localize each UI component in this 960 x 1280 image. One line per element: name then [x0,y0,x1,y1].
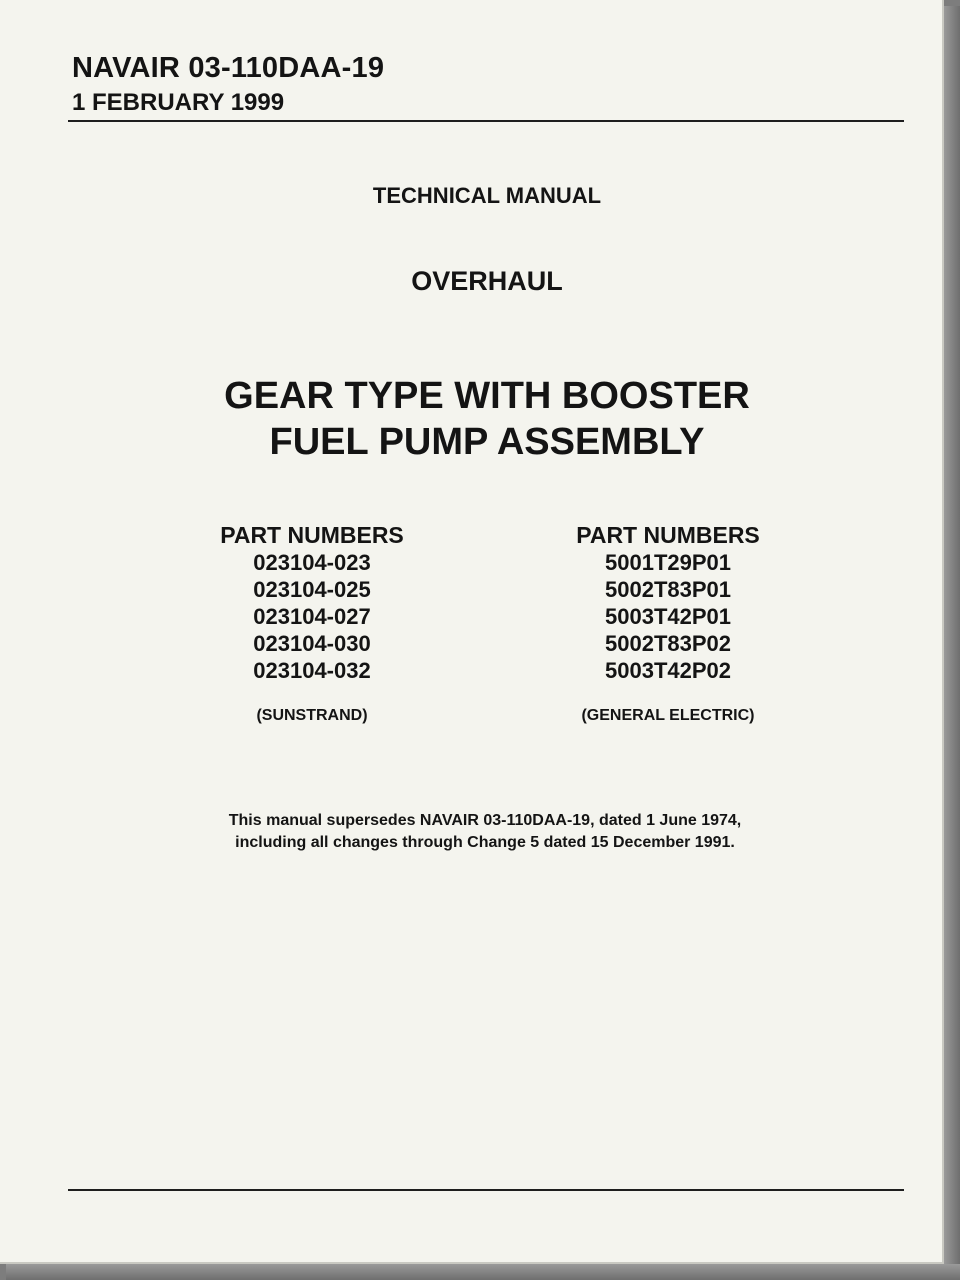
supersedes-notice [0,810,960,854]
part-number: 5003T42P02 [605,658,731,683]
part-numbers-heading: PART NUMBERS [220,522,404,548]
part-number: 023104-025 [253,577,371,602]
manual-title [15,373,959,465]
part-number: 023104-027 [253,604,371,629]
supersedes-line-2: including all changes through Change 5 dated 15 December 1991. [235,834,735,851]
part-number: 5002T83P02 [605,631,731,656]
part-number: 5001T29P01 [605,550,731,575]
part-numbers-general-electric [548,522,788,725]
part-numbers-heading: PART NUMBERS [576,522,760,548]
document-number: NAVAIR 03-110DAA-19 [72,52,385,84]
document-date: 1 FEBRUARY 1999 [72,89,285,116]
manual-subject: OVERHAUL [411,266,563,296]
part-number: 023104-030 [253,631,371,656]
manufacturer-label: (SUNSTRAND) [256,707,368,724]
manual-type: TECHNICAL MANUAL [372,183,602,208]
part-numbers-sunstrand [212,522,412,725]
manual-title-line-1: GEAR TYPE WITH BOOSTER [224,375,750,417]
part-number: 5002T83P01 [605,577,731,602]
part-number: 023104-023 [253,550,371,575]
manual-title-line-2: FUEL PUMP ASSEMBLY [269,421,705,463]
header-divider [68,120,904,122]
manufacturer-label: (GENERAL ELECTRIC) [581,707,755,724]
supersedes-line-1: This manual supersedes NAVAIR 03-110DAA-19, dated 1 June 1974, [228,812,742,829]
footer-divider [68,1189,904,1191]
part-number: 023104-032 [253,658,371,683]
page-shadow-bottom [6,1264,960,1280]
part-number: 5003T42P01 [605,604,731,629]
